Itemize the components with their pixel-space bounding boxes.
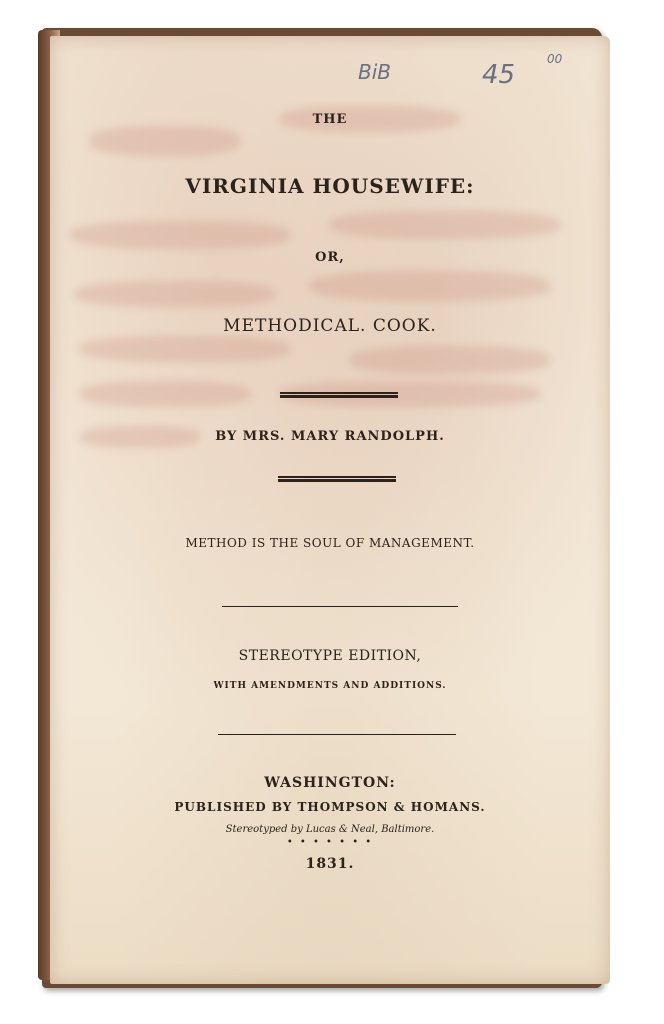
bleed-stain (80, 381, 250, 407)
book-title: VIRGINIA HOUSEWIFE: (185, 174, 475, 198)
title-page (50, 36, 610, 984)
bleed-stain (70, 221, 290, 249)
bleed-stain (90, 126, 240, 156)
author-line: BY MRS. MARY RANDOLPH. (215, 429, 445, 444)
pencil-note-right: 45 (482, 60, 516, 90)
title-conjunction: OR, (315, 250, 345, 265)
bleed-stain (350, 346, 550, 374)
rule-divider (218, 734, 456, 735)
bleed-stain (75, 281, 275, 307)
bleed-stain (310, 271, 550, 301)
motto-line: METHOD IS THE SOUL OF MANAGEMENT. (185, 536, 475, 550)
imprint-city: WASHINGTON: (264, 775, 396, 791)
imprint-stereotyper: Stereotyped by Lucas & Neal, Baltimore. (225, 824, 435, 835)
rule-divider (222, 606, 458, 607)
pencil-note-superscript: 00 (547, 52, 563, 66)
book-subtitle: METHODICAL. COOK. (223, 316, 437, 336)
pencil-note-left: BiB (358, 60, 391, 84)
bleed-stain (80, 336, 290, 362)
bleed-stain (330, 211, 560, 239)
double-rule-divider (278, 476, 396, 482)
double-rule-divider (280, 392, 398, 398)
dotted-ornament: • • • • • • • (286, 837, 374, 848)
imprint-year: 1831. (305, 856, 355, 872)
amendments-line: WITH AMENDMENTS AND ADDITIONS. (213, 681, 447, 691)
edition-line: STEREOTYPE EDITION, (238, 648, 422, 664)
imprint-publisher: PUBLISHED BY THOMPSON & HOMANS. (174, 800, 486, 814)
title-article: THE (312, 112, 348, 127)
